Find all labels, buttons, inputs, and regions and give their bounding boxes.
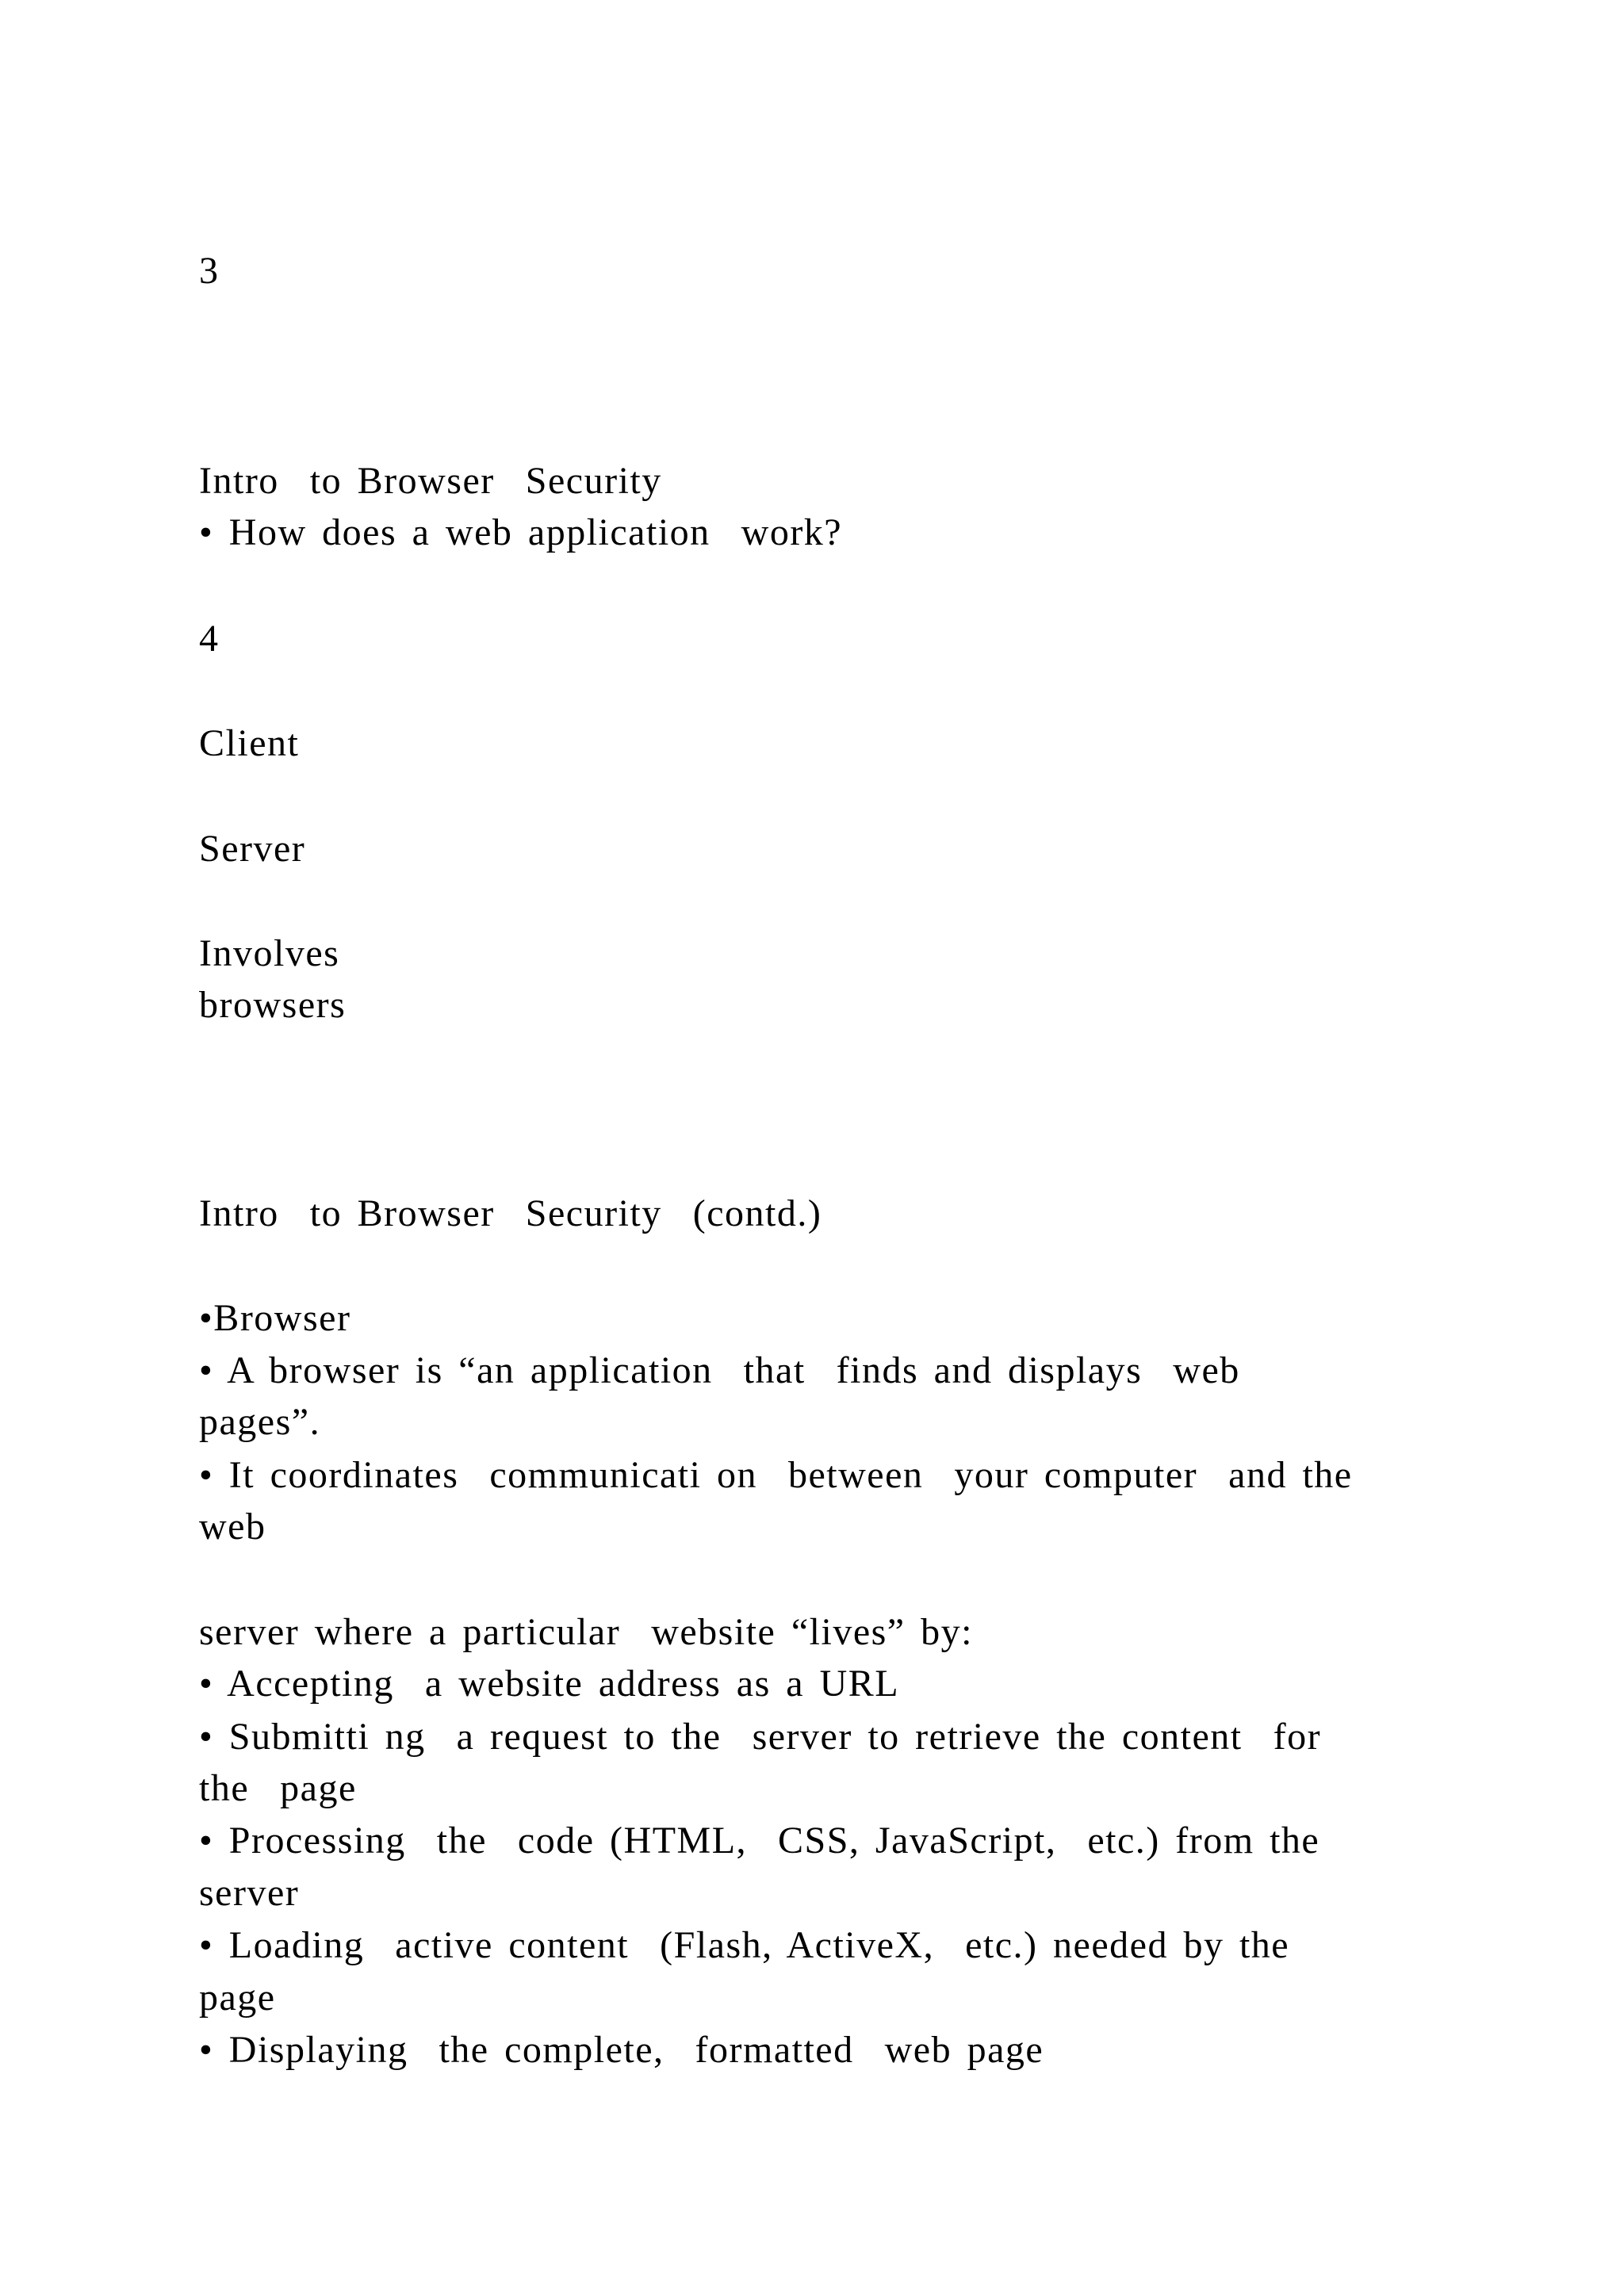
diagram-label-browsers: browsers xyxy=(199,984,347,1026)
diagram-label-client: Client xyxy=(199,722,300,764)
section-title: Intro to Browser Security (contd.) xyxy=(199,1192,822,1234)
body-line: page xyxy=(199,1976,276,2019)
bullet-item: • Processing the code (HTML, CSS, JavaScript, etc.) from the xyxy=(199,1820,1320,1862)
bullet-item: • Accepting a website address as a URL xyxy=(199,1663,900,1705)
body-line: pages”. xyxy=(199,1401,321,1443)
body-line: • A browser is “an application that finds and displays web xyxy=(199,1349,1240,1391)
page-number: 4 xyxy=(199,618,220,660)
page-number: 3 xyxy=(199,250,220,292)
section-heading: •Browser xyxy=(199,1297,351,1339)
body-line: • It coordinates communicati on between your computer and the xyxy=(199,1454,1353,1496)
bullet-item: • Displaying the complete, formatted web page xyxy=(199,2029,1044,2071)
body-line: server where a particular website “lives” by: xyxy=(199,1611,973,1653)
diagram-label-involves: Involves xyxy=(199,932,340,974)
bullet-item: • How does a web application work? xyxy=(199,511,843,553)
body-line: the page xyxy=(199,1767,357,1809)
body-line: web xyxy=(199,1506,266,1548)
diagram-label-server: Server xyxy=(199,828,306,870)
bullet-item: • Submitti ng a request to the server to retrieve the content for xyxy=(199,1716,1322,1758)
section-title: Intro to Browser Security xyxy=(199,460,662,502)
bullet-item: • Loading active content (Flash, ActiveX, etc.) needed by the xyxy=(199,1924,1290,1966)
body-line: server xyxy=(199,1872,300,1914)
